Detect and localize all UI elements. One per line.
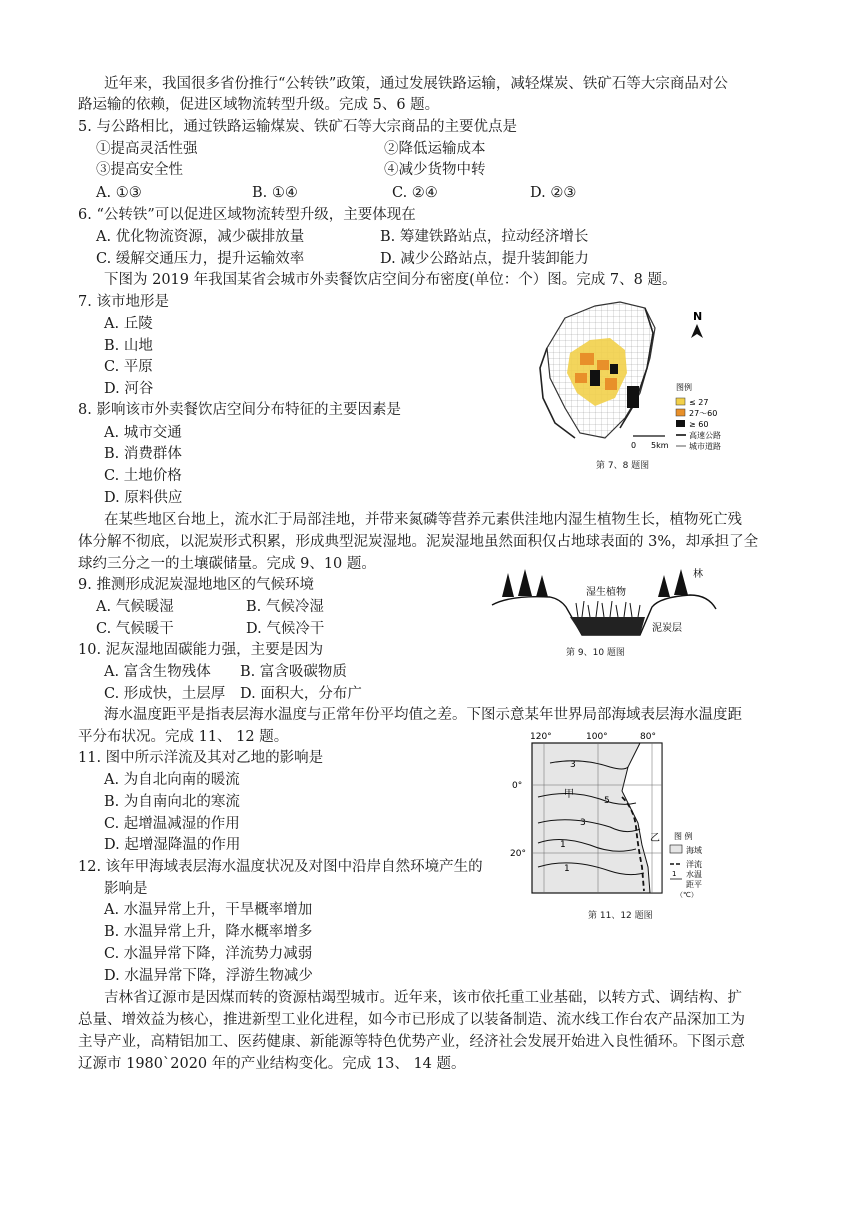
q6-stem: 6. “公转铁”可以促进区域物流转型升级，主要体现在 xyxy=(78,207,416,223)
iso-1b: 1 xyxy=(564,864,570,874)
peat-label: 泥炭层 xyxy=(652,623,682,634)
q5-stem: 5. 与公路相比，通过铁路运输煤炭、铁矿石等大宗商品的主要优点是 xyxy=(78,119,517,135)
iso-1a: 1 xyxy=(560,840,566,850)
q5-item-3: ③提高安全性 xyxy=(96,162,183,178)
density-high-block xyxy=(627,386,639,408)
iso-5: 5 xyxy=(604,796,610,806)
fig-910-caption: 第 9、10 题图 xyxy=(566,648,625,658)
lon-80: 80° xyxy=(640,732,656,742)
q9-stem: 9. 推测形成泥炭湿地地区的气候环境 xyxy=(78,577,314,593)
intro-9-10-line3: 球约三分之一的土壤碳储量。完成 9、10 题。 xyxy=(78,556,376,572)
q11-option-b: B. 为自南向北的寒流 xyxy=(104,794,240,810)
wetland-plants xyxy=(576,601,640,617)
q5-option-d: D. ②③ xyxy=(530,185,577,201)
intro-7-8: 下图为 2019 年我国某省会城市外卖餐饮店空间分布密度(单位：个）图。完成 7、8 题。 xyxy=(104,272,677,288)
legend-title: 图 例 xyxy=(674,832,693,841)
intro-5-6-line1: 近年来，我国很多省份推行“公转铁”政策，通过发展铁路运输，减轻煤炭、铁矿石等大宗商品对公 xyxy=(104,76,728,92)
density-mid-block xyxy=(580,353,594,365)
forest-label: 林 xyxy=(693,569,703,580)
forest-trees-right xyxy=(658,569,688,597)
q10-stem: 10. 泥灰湿地固碳能力强，主要是因为 xyxy=(78,642,324,658)
q12-stem-line2: 影响是 xyxy=(104,881,148,897)
legend-highway: 高速公路 xyxy=(689,431,721,440)
q11-stem: 11. 图中所示洋流及其对乙地的影响是 xyxy=(78,750,324,766)
legend-road: 城市道路 xyxy=(689,442,721,451)
q5-option-c: C. ②④ xyxy=(392,185,438,201)
lon-120: 120° xyxy=(530,732,552,742)
lat-0: 0° xyxy=(512,781,523,791)
q8-option-d: D. 原料供应 xyxy=(104,490,183,506)
legend-swatch-mid xyxy=(676,409,685,416)
q6-option-a: A. 优化物流资源，减少碳排放量 xyxy=(96,229,305,245)
scale-5km: 5km xyxy=(651,441,669,450)
q12-option-b: B. 水温异常上升，降水概率增多 xyxy=(104,924,313,940)
lon-100: 100° xyxy=(586,732,608,742)
q11-option-c: C. 起增温减湿的作用 xyxy=(104,816,240,832)
legend-mid: 27～60 xyxy=(689,409,718,418)
q10-option-b: B. 富含吸碳物质 xyxy=(240,664,347,680)
q5-option-a: A. ①③ xyxy=(96,185,142,201)
q5-item-1: ①提高灵活性强 xyxy=(96,141,198,157)
peat-wetland-diagram xyxy=(490,565,720,643)
legend-unit: （℃） xyxy=(676,891,698,899)
legend-high: ≥ 60 xyxy=(689,420,709,429)
density-mid-block xyxy=(575,373,587,383)
legend-temp2: 距平 xyxy=(686,880,702,889)
q5-item-2: ②降低运输成本 xyxy=(384,141,486,157)
q10-option-c: C. 形成快，土层厚 xyxy=(104,686,226,702)
legend-title: 图例 xyxy=(676,383,692,392)
q8-option-c: C. 土地价格 xyxy=(104,468,182,484)
intro-13-14-line4: 辽源市 1980`2020 年的产业结构变化。完成 13、 14 题。 xyxy=(78,1056,466,1072)
sea-temperature-anomaly-map xyxy=(510,727,720,907)
intro-9-10-line1: 在某些地区台地上，流水汇于局部洼地，并带来氮磷等营养元素供洼地内湿生植物生长，植物死亡残 xyxy=(104,512,742,528)
q11-option-a: A. 为自北向南的暖流 xyxy=(104,772,240,788)
q9-option-d: D. 气候冷干 xyxy=(246,621,325,637)
legend-isotherm-1: 1 xyxy=(672,870,677,878)
density-mid-block xyxy=(597,360,609,370)
q7-option-d: D. 河谷 xyxy=(104,381,154,397)
intro-13-14-line3: 主导产业，高精铝加工、医药健康、新能源等特色优势产业，经济社会发展开始进入良性循环。下图示意 xyxy=(78,1034,745,1050)
legend-swatch-low xyxy=(676,398,685,405)
q9-option-b: B. 气候冷湿 xyxy=(246,599,324,615)
q9-option-c: C. 气候暖干 xyxy=(96,621,174,637)
fig-1112-caption: 第 11、12 题图 xyxy=(588,911,653,921)
q6-option-c: C. 缓解交通压力，提升运输效率 xyxy=(96,251,305,267)
density-mid-block xyxy=(605,378,617,390)
q12-option-a: A. 水温异常上升，干旱概率增加 xyxy=(104,902,313,918)
iso-3b: 3 xyxy=(580,818,586,828)
legend-current: 洋流 xyxy=(686,860,702,869)
q8-stem: 8. 影响该市外卖餐饮店空间分布特征的主要因素是 xyxy=(78,402,401,418)
scale-0: 0 xyxy=(631,441,637,450)
north-arrow-icon xyxy=(691,324,703,338)
q9-option-a: A. 气候暖湿 xyxy=(96,599,174,615)
peat-layer xyxy=(570,617,645,635)
intro-9-10-line2: 体分解不彻底，以泥炭形式积累，形成典型泥炭湿地。泥炭湿地虽然面积仅占地球表面的 3%，却承担了全 xyxy=(78,534,759,550)
label-yi: 乙 xyxy=(650,833,660,844)
density-high-block xyxy=(610,364,618,374)
legend-temp1: 水温 xyxy=(686,870,702,879)
q12-option-d: D. 水温异常下降，浮游生物减少 xyxy=(104,968,313,984)
q10-option-a: A. 富含生物残体 xyxy=(104,664,211,680)
q10-option-d: D. 面积大，分布广 xyxy=(240,686,362,702)
legend-sea: 海域 xyxy=(686,846,702,855)
iso-3a: 3 xyxy=(570,760,576,770)
q8-option-b: B. 消费群体 xyxy=(104,446,182,462)
q7-option-a: A. 丘陵 xyxy=(104,316,153,332)
legend-swatch-high xyxy=(676,420,685,427)
q5-item-4: ④减少货物中转 xyxy=(384,162,486,178)
q5-option-b: B. ①④ xyxy=(252,185,298,201)
intro-13-14-line2: 总量、增效益为核心，推进新型工业化进程，如今市已形成了以装备制造、流水线工作台农产品深加工为 xyxy=(78,1012,745,1028)
q12-stem-line1: 12. 该年甲海域表层海水温度状况及对图中沿岸自然环境产生的 xyxy=(78,859,483,875)
forest-trees-left xyxy=(502,569,548,597)
city-density-map xyxy=(535,298,721,458)
density-high-block xyxy=(590,370,600,386)
north-label: N xyxy=(693,310,703,323)
legend-low: ≤ 27 xyxy=(689,398,709,407)
q7-option-b: B. 山地 xyxy=(104,338,153,354)
q7-option-c: C. 平原 xyxy=(104,359,153,375)
q6-option-d: D. 减少公路站点，提升装卸能力 xyxy=(380,251,589,267)
q6-option-b: B. 筹建铁路站点，拉动经济增长 xyxy=(380,229,589,245)
plants-label: 湿生植物 xyxy=(586,587,626,598)
legend-sea-swatch xyxy=(670,845,682,853)
q7-stem: 7. 该市地形是 xyxy=(78,294,169,310)
fig-78-caption: 第 7、8 题图 xyxy=(596,461,650,471)
intro-5-6-line2: 路运输的依赖，促进区域物流转型升级。完成 5、6 题。 xyxy=(78,97,440,113)
intro-11-12-line1: 海水温度距平是指表层海水温度与正常年份平均值之差。下图示意某年世界局部海域表层海水温度距 xyxy=(104,707,742,723)
q8-option-a: A. 城市交通 xyxy=(104,425,182,441)
intro-11-12-line2: 平分布状况。完成 11、 12 题。 xyxy=(78,729,289,745)
lat-20: 20° xyxy=(510,849,526,859)
q11-option-d: D. 起增湿降温的作用 xyxy=(104,837,241,853)
label-jia: 甲 xyxy=(564,789,574,800)
q12-option-c: C. 水温异常下降，洋流势力减弱 xyxy=(104,946,313,962)
intro-13-14-line1: 吉林省辽源市是因煤而转的资源枯竭型城市。近年来，该市依托重工业基础，以转方式、调结构、扩 xyxy=(104,990,742,1006)
